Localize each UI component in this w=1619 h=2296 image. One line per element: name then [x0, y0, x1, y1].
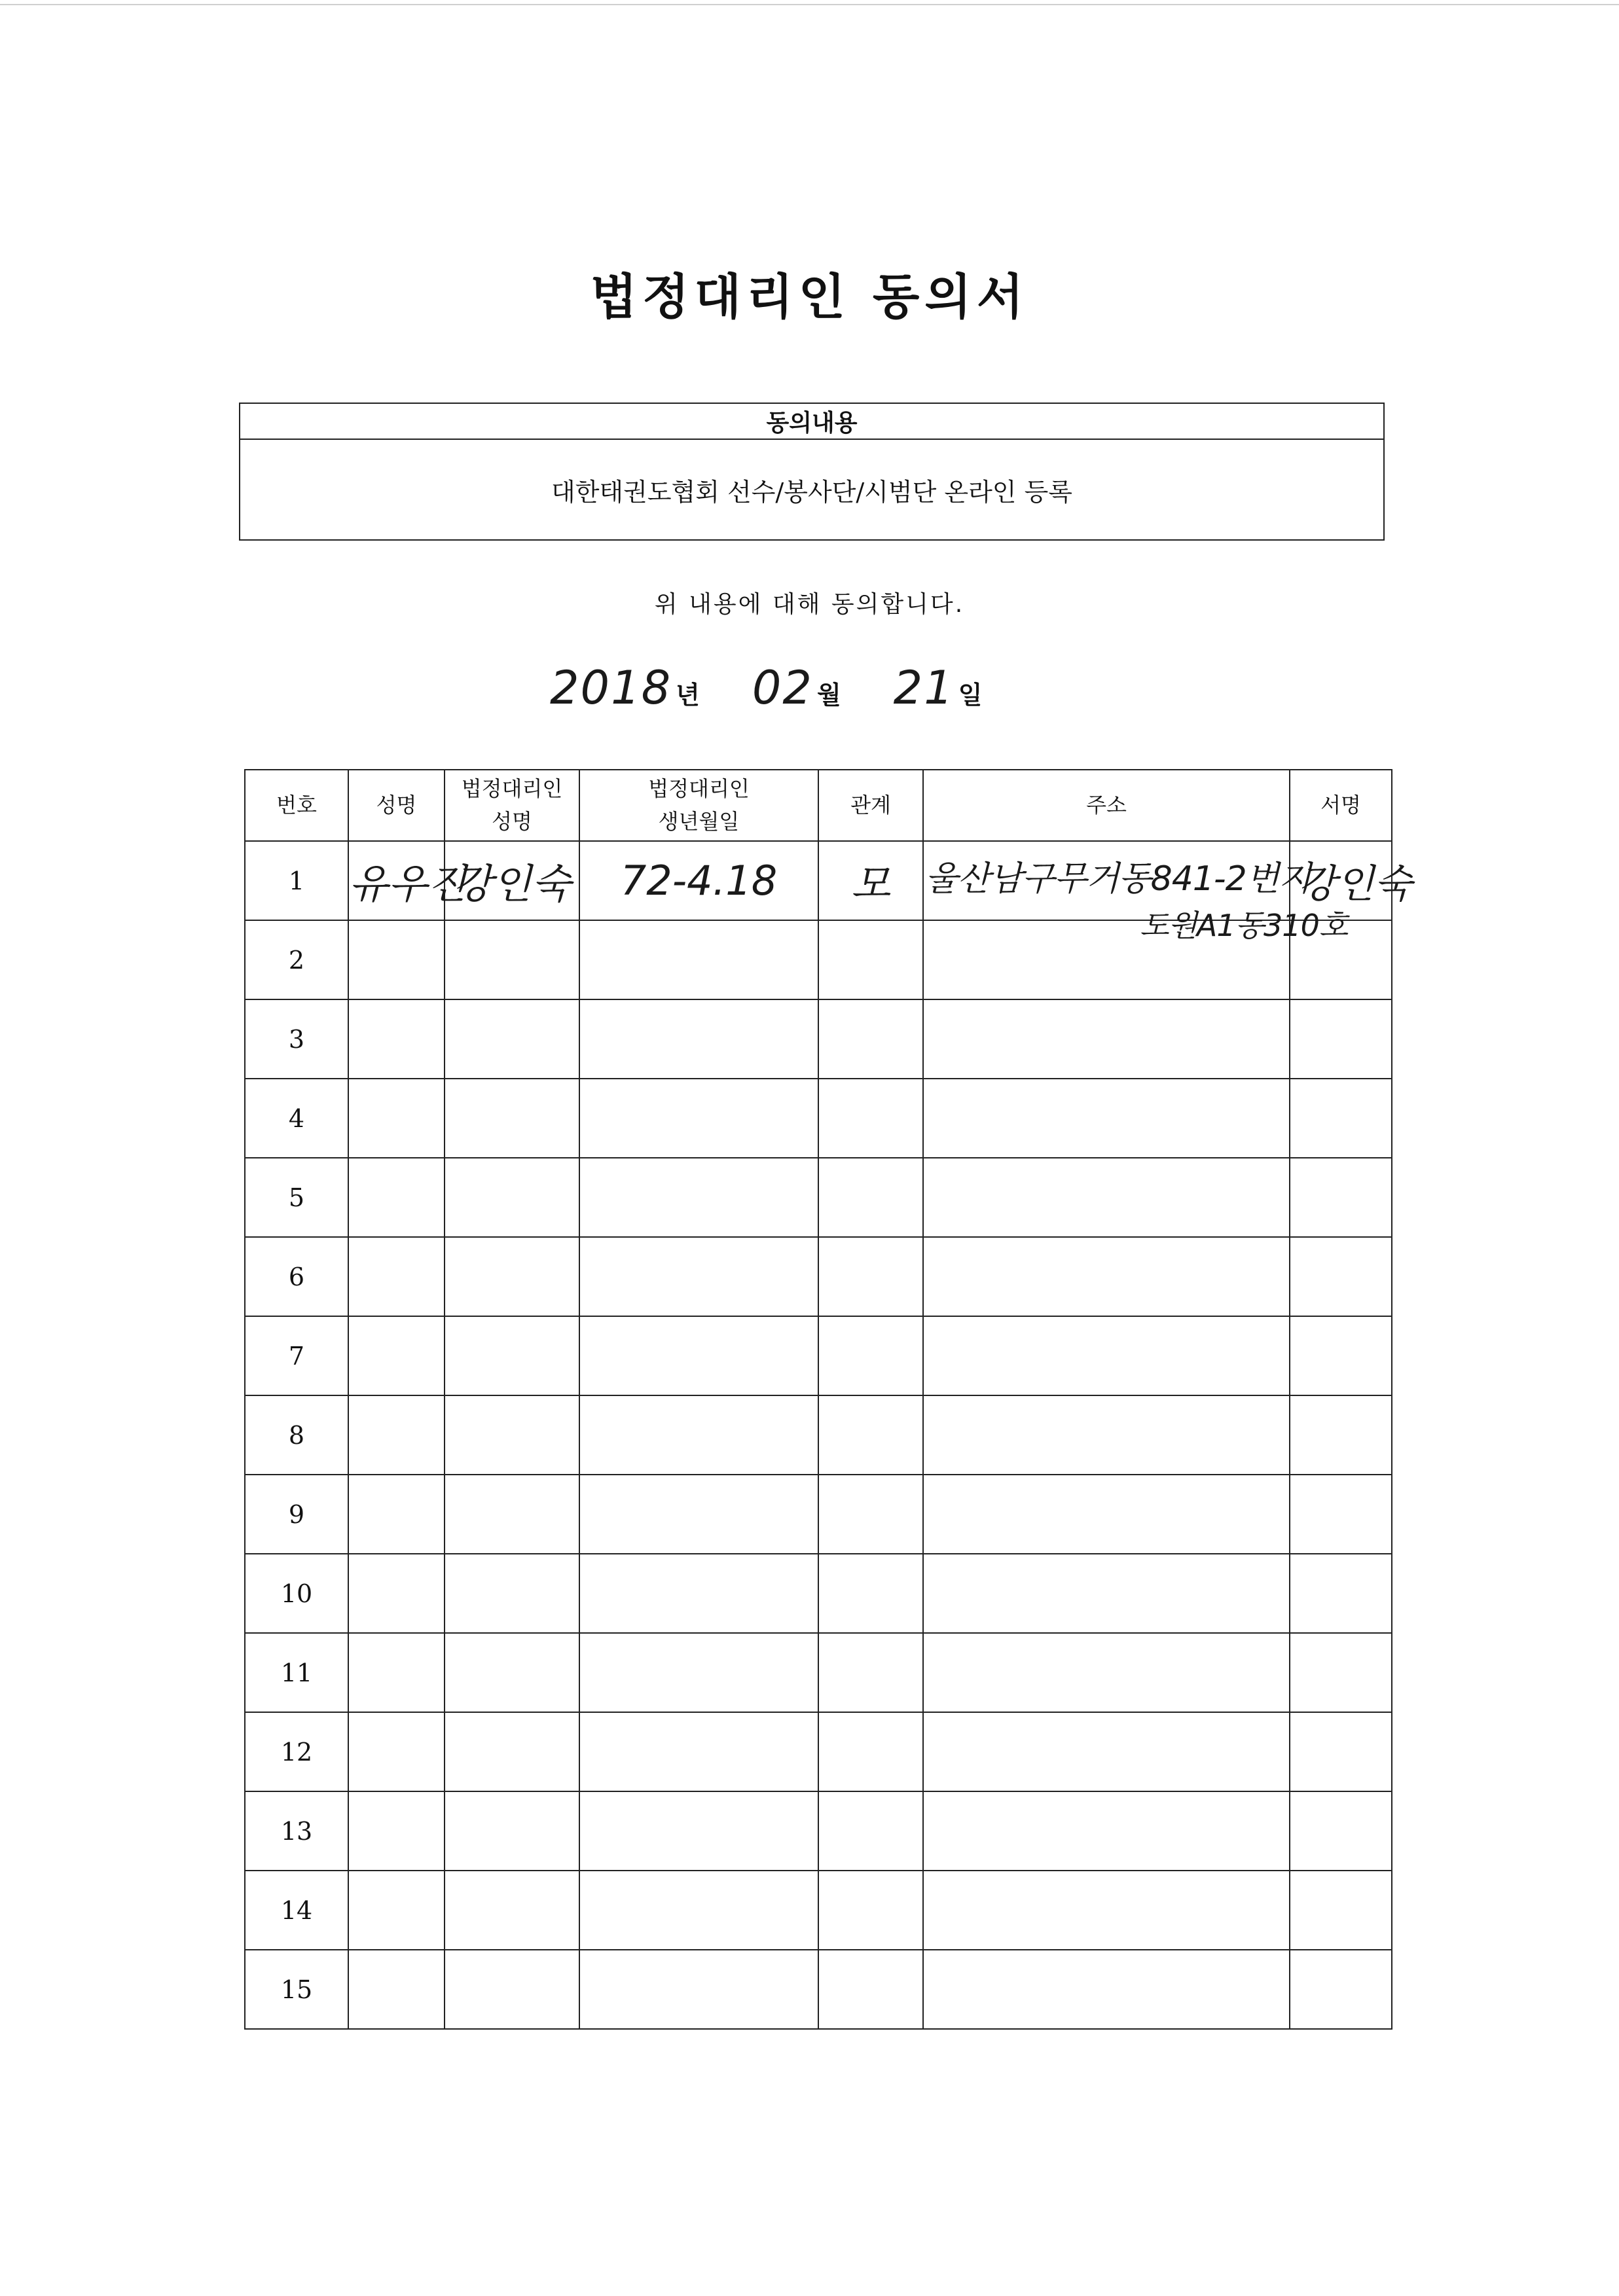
row-number: 13 — [245, 1791, 348, 1871]
header-address: 주소 — [923, 770, 1290, 841]
address-line2-handwritten: 도원A1동310호 — [1140, 908, 1348, 943]
guardian-name-cell[interactable] — [445, 1079, 579, 1158]
guardian-birth-cell[interactable] — [579, 1950, 818, 2029]
student-name-cell[interactable] — [348, 1554, 445, 1633]
table-row — [245, 1158, 1392, 1237]
guardian-name-cell[interactable] — [445, 920, 579, 999]
student-name-handwritten: 유우진 — [349, 860, 467, 908]
row-number: 9 — [245, 1475, 348, 1554]
student-name-cell[interactable] — [348, 1158, 445, 1237]
table-row — [245, 1554, 1392, 1633]
row-number: 4 — [245, 1079, 348, 1158]
consent-content-header: 동의내용 — [240, 404, 1383, 440]
address-cell[interactable] — [923, 999, 1290, 1079]
address-cell[interactable] — [923, 1158, 1290, 1237]
address-cell[interactable] — [923, 1554, 1290, 1633]
guardian-name-cell[interactable] — [445, 1158, 579, 1237]
student-name-cell[interactable] — [348, 1950, 445, 2029]
address-cell[interactable] — [923, 1475, 1290, 1554]
header-guardian-name-line1: 법정대리인 — [461, 776, 563, 801]
row-number: 14 — [245, 1871, 348, 1950]
guardian-birth-handwritten: 72-4.18 — [620, 857, 778, 905]
row-number: 2 — [245, 920, 348, 999]
signature-cell[interactable] — [1290, 1316, 1392, 1395]
signature-cell[interactable] — [1290, 1871, 1392, 1950]
table-row — [245, 1950, 1392, 2029]
row-number: 12 — [245, 1712, 348, 1791]
header-signature: 서명 — [1290, 770, 1392, 841]
table-row — [245, 1079, 1392, 1158]
relation-cell[interactable] — [818, 1158, 923, 1237]
relation-cell[interactable] — [818, 920, 923, 999]
address-cell[interactable] — [923, 1633, 1290, 1712]
consent-date — [550, 661, 1034, 720]
scan-edge-line — [0, 4, 1619, 5]
address-cell[interactable] — [923, 1237, 1290, 1316]
table-row — [245, 1791, 1392, 1871]
address-cell[interactable] — [923, 1079, 1290, 1158]
guardian-birth-cell[interactable] — [579, 920, 818, 999]
guardian-birth-cell[interactable] — [579, 1158, 818, 1237]
row-number: 11 — [245, 1633, 348, 1712]
student-name-cell[interactable] — [348, 1475, 445, 1554]
table-row — [245, 1316, 1392, 1395]
guardian-birth-cell[interactable] — [579, 841, 818, 920]
table-row — [245, 1237, 1392, 1316]
address-cell[interactable] — [923, 841, 1348, 943]
header-relation: 관계 — [818, 770, 923, 841]
signature-cell[interactable] — [1290, 841, 1412, 920]
date-year-unit: 년 — [676, 681, 700, 709]
relation-cell[interactable] — [818, 1079, 923, 1158]
row-number: 8 — [245, 1395, 348, 1475]
guardian-name-cell[interactable] — [445, 1316, 579, 1395]
address-cell[interactable] — [923, 1871, 1290, 1950]
guardian-birth-cell[interactable] — [579, 1079, 818, 1158]
guardian-name-cell[interactable] — [445, 1871, 579, 1950]
signature-cell[interactable] — [1290, 1079, 1392, 1158]
agreement-statement: 위 내용에 대해 동의합니다. — [654, 591, 965, 618]
table-row — [245, 1712, 1392, 1791]
relation-cell[interactable] — [818, 841, 923, 920]
table-row — [245, 1475, 1392, 1554]
guardian-name-cell[interactable] — [445, 1633, 579, 1712]
guardian-birth-cell[interactable] — [579, 1316, 818, 1395]
row-number: 10 — [245, 1554, 348, 1633]
date-day-unit: 일 — [958, 681, 983, 709]
student-name-cell[interactable] — [348, 1712, 445, 1791]
guardian-consent-table — [244, 769, 1412, 2030]
student-name-cell[interactable] — [348, 1633, 445, 1712]
relation-cell[interactable] — [818, 1395, 923, 1475]
relation-cell[interactable] — [818, 999, 923, 1079]
table-row — [245, 1871, 1392, 1950]
header-guardian-birth — [579, 770, 818, 841]
guardian-name-cell[interactable] — [445, 1712, 579, 1791]
guardian-birth-cell[interactable] — [579, 1475, 818, 1554]
consent-content-text: 대한태권도협회 선수/봉사단/시범단 온라인 등록 — [551, 477, 1072, 507]
guardian-name-cell[interactable] — [445, 1475, 579, 1554]
student-name-cell[interactable] — [348, 1316, 445, 1395]
date-month-unit: 월 — [816, 681, 841, 709]
address-cell[interactable] — [923, 1395, 1290, 1475]
relation-cell[interactable] — [818, 1633, 923, 1712]
table-header-row — [245, 770, 1392, 841]
guardian-birth-cell[interactable] — [579, 1712, 818, 1791]
signature-cell[interactable] — [1290, 1475, 1392, 1554]
guardian-birth-cell[interactable] — [579, 1633, 818, 1712]
relation-cell[interactable] — [818, 1475, 923, 1554]
student-name-cell[interactable] — [348, 1791, 445, 1871]
signature-handwritten: 강인숙 — [1298, 861, 1412, 907]
signature-cell[interactable] — [1290, 999, 1392, 1079]
student-name-cell[interactable] — [348, 1871, 445, 1950]
table-row — [245, 1633, 1392, 1712]
student-name-cell[interactable] — [348, 1079, 445, 1158]
relation-handwritten: 모 — [851, 860, 890, 908]
header-guardian-birth-line2: 생년월일 — [658, 808, 740, 834]
guardian-name-cell[interactable] — [445, 1554, 579, 1633]
table-row — [245, 1395, 1392, 1475]
row-number: 3 — [245, 999, 348, 1079]
signature-cell[interactable] — [1290, 1395, 1392, 1475]
guardian-birth-cell[interactable] — [579, 1237, 818, 1316]
signature-cell[interactable] — [1290, 1237, 1392, 1316]
guardian-name-cell[interactable] — [445, 1237, 579, 1316]
signature-cell[interactable] — [1290, 1950, 1392, 2029]
guardian-name-cell[interactable] — [445, 841, 579, 920]
relation-cell[interactable] — [818, 1871, 923, 1950]
guardian-name-cell[interactable] — [445, 1791, 579, 1871]
guardian-birth-cell[interactable] — [579, 1395, 818, 1475]
student-name-cell[interactable] — [348, 1395, 445, 1475]
student-name-cell[interactable] — [348, 920, 445, 999]
header-guardian-name-line2: 성명 — [492, 808, 532, 834]
signature-cell[interactable] — [1290, 1712, 1392, 1791]
guardian-birth-cell[interactable] — [579, 1871, 818, 1950]
relation-cell[interactable] — [818, 1316, 923, 1395]
guardian-name-cell[interactable] — [445, 1395, 579, 1475]
row-number: 5 — [245, 1158, 348, 1237]
guardian-birth-cell[interactable] — [579, 1554, 818, 1633]
header-number: 번호 — [245, 770, 348, 841]
relation-cell[interactable] — [818, 1950, 923, 2029]
relation-cell[interactable] — [818, 1791, 923, 1871]
date-month-handwritten: 02 — [752, 661, 813, 715]
relation-cell[interactable] — [818, 1712, 923, 1791]
table-row — [245, 841, 1392, 920]
address-cell[interactable] — [923, 1316, 1290, 1395]
address-line1-handwritten: 울산남구무거동841-2번지 — [925, 859, 1311, 899]
address-cell[interactable] — [923, 1712, 1290, 1791]
row-number: 1 — [245, 841, 348, 920]
document-title: 법정대리인 동의서 — [590, 269, 1029, 325]
row-number: 6 — [245, 1237, 348, 1316]
header-guardian-name — [445, 770, 579, 841]
student-name-cell[interactable] — [348, 1237, 445, 1316]
address-cell[interactable] — [923, 1791, 1290, 1871]
guardian-name-handwritten: 강인숙 — [453, 860, 571, 908]
header-name: 성명 — [348, 770, 445, 841]
table-row — [245, 999, 1392, 1079]
student-name-cell[interactable] — [348, 999, 445, 1079]
header-guardian-birth-line1: 법정대리인 — [648, 776, 750, 801]
guardian-name-cell[interactable] — [445, 999, 579, 1079]
signature-cell[interactable] — [1290, 1158, 1392, 1237]
row-number: 15 — [245, 1950, 348, 2029]
date-day-handwritten: 21 — [893, 661, 955, 715]
student-name-cell[interactable] — [348, 841, 467, 920]
guardian-birth-cell[interactable] — [579, 1791, 818, 1871]
guardian-name-cell[interactable] — [445, 1950, 579, 2029]
relation-cell[interactable] — [818, 1554, 923, 1633]
date-year-handwritten: 2018 — [550, 661, 672, 715]
signature-cell[interactable] — [1290, 1633, 1392, 1712]
guardian-birth-cell[interactable] — [579, 999, 818, 1079]
consent-content-box — [239, 403, 1385, 541]
address-cell[interactable] — [923, 1950, 1290, 2029]
signature-cell[interactable] — [1290, 1554, 1392, 1633]
signature-cell[interactable] — [1290, 1791, 1392, 1871]
relation-cell[interactable] — [818, 1237, 923, 1316]
row-number: 7 — [245, 1316, 348, 1395]
